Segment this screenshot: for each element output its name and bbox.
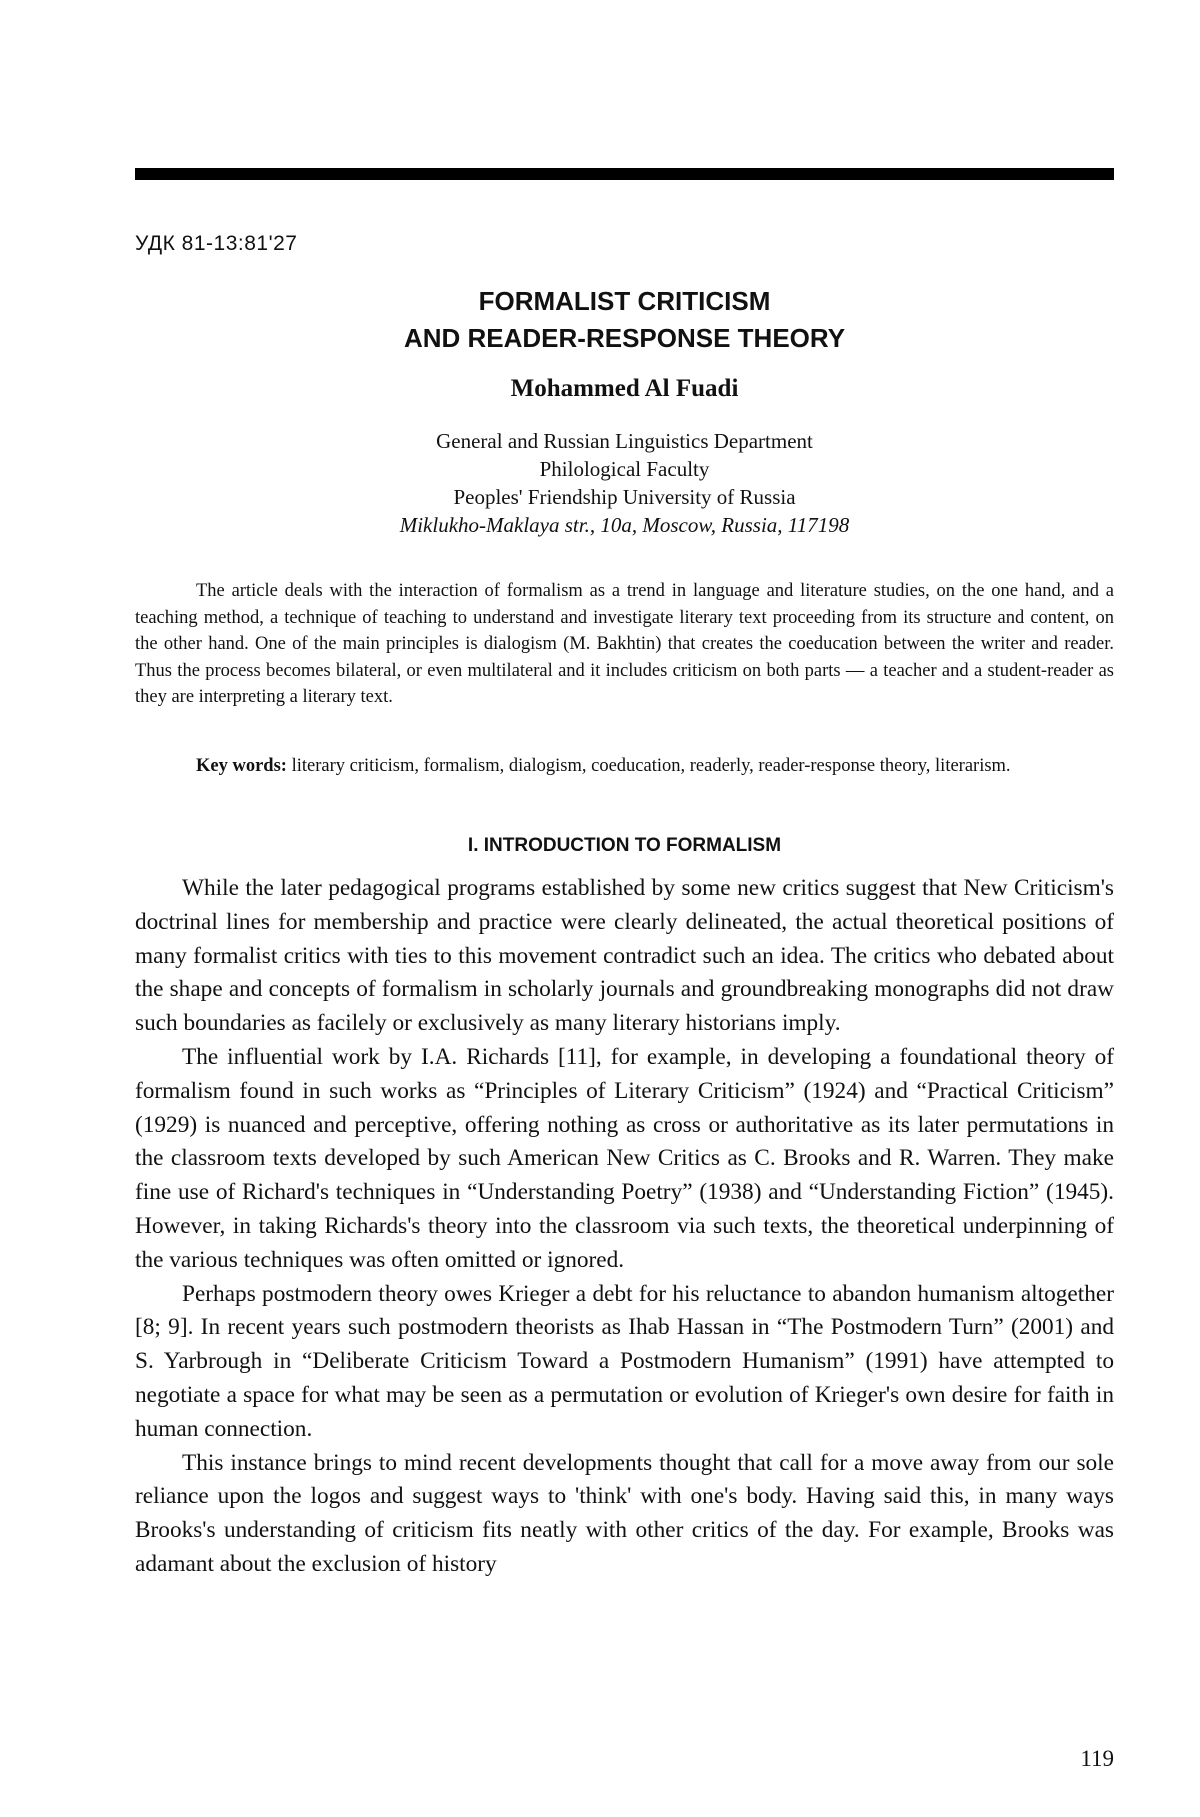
- body-paragraph: This instance brings to mind recent developments thought that call for a move away from our sole reliance upon the logos and suggest ways to 'think' with one's body. Having said this, in many ways Brooks's understanding of criticism fits neatly with other critics of the day. For example, Brooks was adamant about the exclusion of history: [135, 1449, 1114, 1577]
- author-name: Mohammed Al Fuadi: [510, 375, 739, 402]
- affiliation-university: Peoples' Friendship University of Russia: [453, 485, 796, 509]
- affiliation: [135, 427, 1114, 539]
- udk-code: УДК 81-13:81'27: [135, 232, 298, 255]
- keywords-list: literary criticism, formalism, dialogism, coeducation, readerly, reader-response theory, literarism.: [291, 756, 1011, 776]
- affiliation-address: Miklukho-Maklaya str., 10a, Moscow, Russia, 117198: [399, 513, 850, 537]
- body-paragraph: The influential work by I.A. Richards [11], for example, in developing a foundational theory of formalism found in such works as “Principles of Literary Criticism” (1924) and “Practical Criticism” (1929) is nuanced and perceptive, offering nothing as cross or authoritative as its later permutations in the classroom texts developed by such American New Critics as C. Brooks and R. Warren. They make fine use of Richard's techniques in “Understanding Poetry” (1938) and “Understanding Fiction” (1945). However, in taking Richards's theory into the classroom via such texts, the theoretical underpinning of the various techniques was often omitted or ignored.: [135, 1043, 1114, 1273]
- title-line-1: FORMALIST CRITICISM: [478, 286, 771, 316]
- body-paragraph: Perhaps postmodern theory owes Krieger a debt for his reluctance to abandon humanism altogether [8; 9]. In recent years such postmodern theorists as Ihab Hassan in “The Postmodern Turn” (2001) and S. Yarbrough in “Deliberate Criticism Toward a Postmodern Humanism” (1991) have attempted to negotiate a space for what may be seen as a permutation or evolution of Krieger's own desire for faith in human connection.: [135, 1280, 1114, 1442]
- keywords-label: Key words:: [196, 756, 287, 776]
- keywords: [135, 753, 1114, 780]
- affiliation-department: General and Russian Linguistics Department: [436, 429, 813, 453]
- affiliation-faculty: Philological Faculty: [539, 457, 710, 481]
- title-line-2: AND READER-RESPONSE THEORY: [403, 323, 846, 353]
- body-paragraph: While the later pedagogical programs established by some new critics suggest that New Criticism's doctrinal lines for membership and practice were clearly delineated, the actual theoretical positions of many formalist critics with ties to this movement contradict such an idea. The critics who debated about the shape and concepts of formalism in scholarly journals and groundbreaking monographs did not draw such boundaries as facilely or exclusively as many literary historians imply.: [135, 875, 1114, 1037]
- article-title: [135, 283, 1114, 357]
- top-rule: [135, 168, 1114, 180]
- body-text: [135, 872, 1114, 1582]
- page-number: 119: [1080, 1746, 1114, 1771]
- abstract: The article deals with the interaction of formalism as a trend in language and literature studies, on the one hand, and a teaching method, a technique of teaching to understand and investigate literary text proceeding from its structure and content, on the other hand. One of the main principles is dialogism (M. Bakhtin) that creates the coeducation between the writer and reader. Thus the process becomes bilateral, or even multilateral and it includes criticism on both parts — a teacher and a student-reader as they are interpreting a literary text.: [135, 581, 1114, 708]
- section-heading: I. INTRODUCTION TO FORMALISM: [467, 835, 782, 856]
